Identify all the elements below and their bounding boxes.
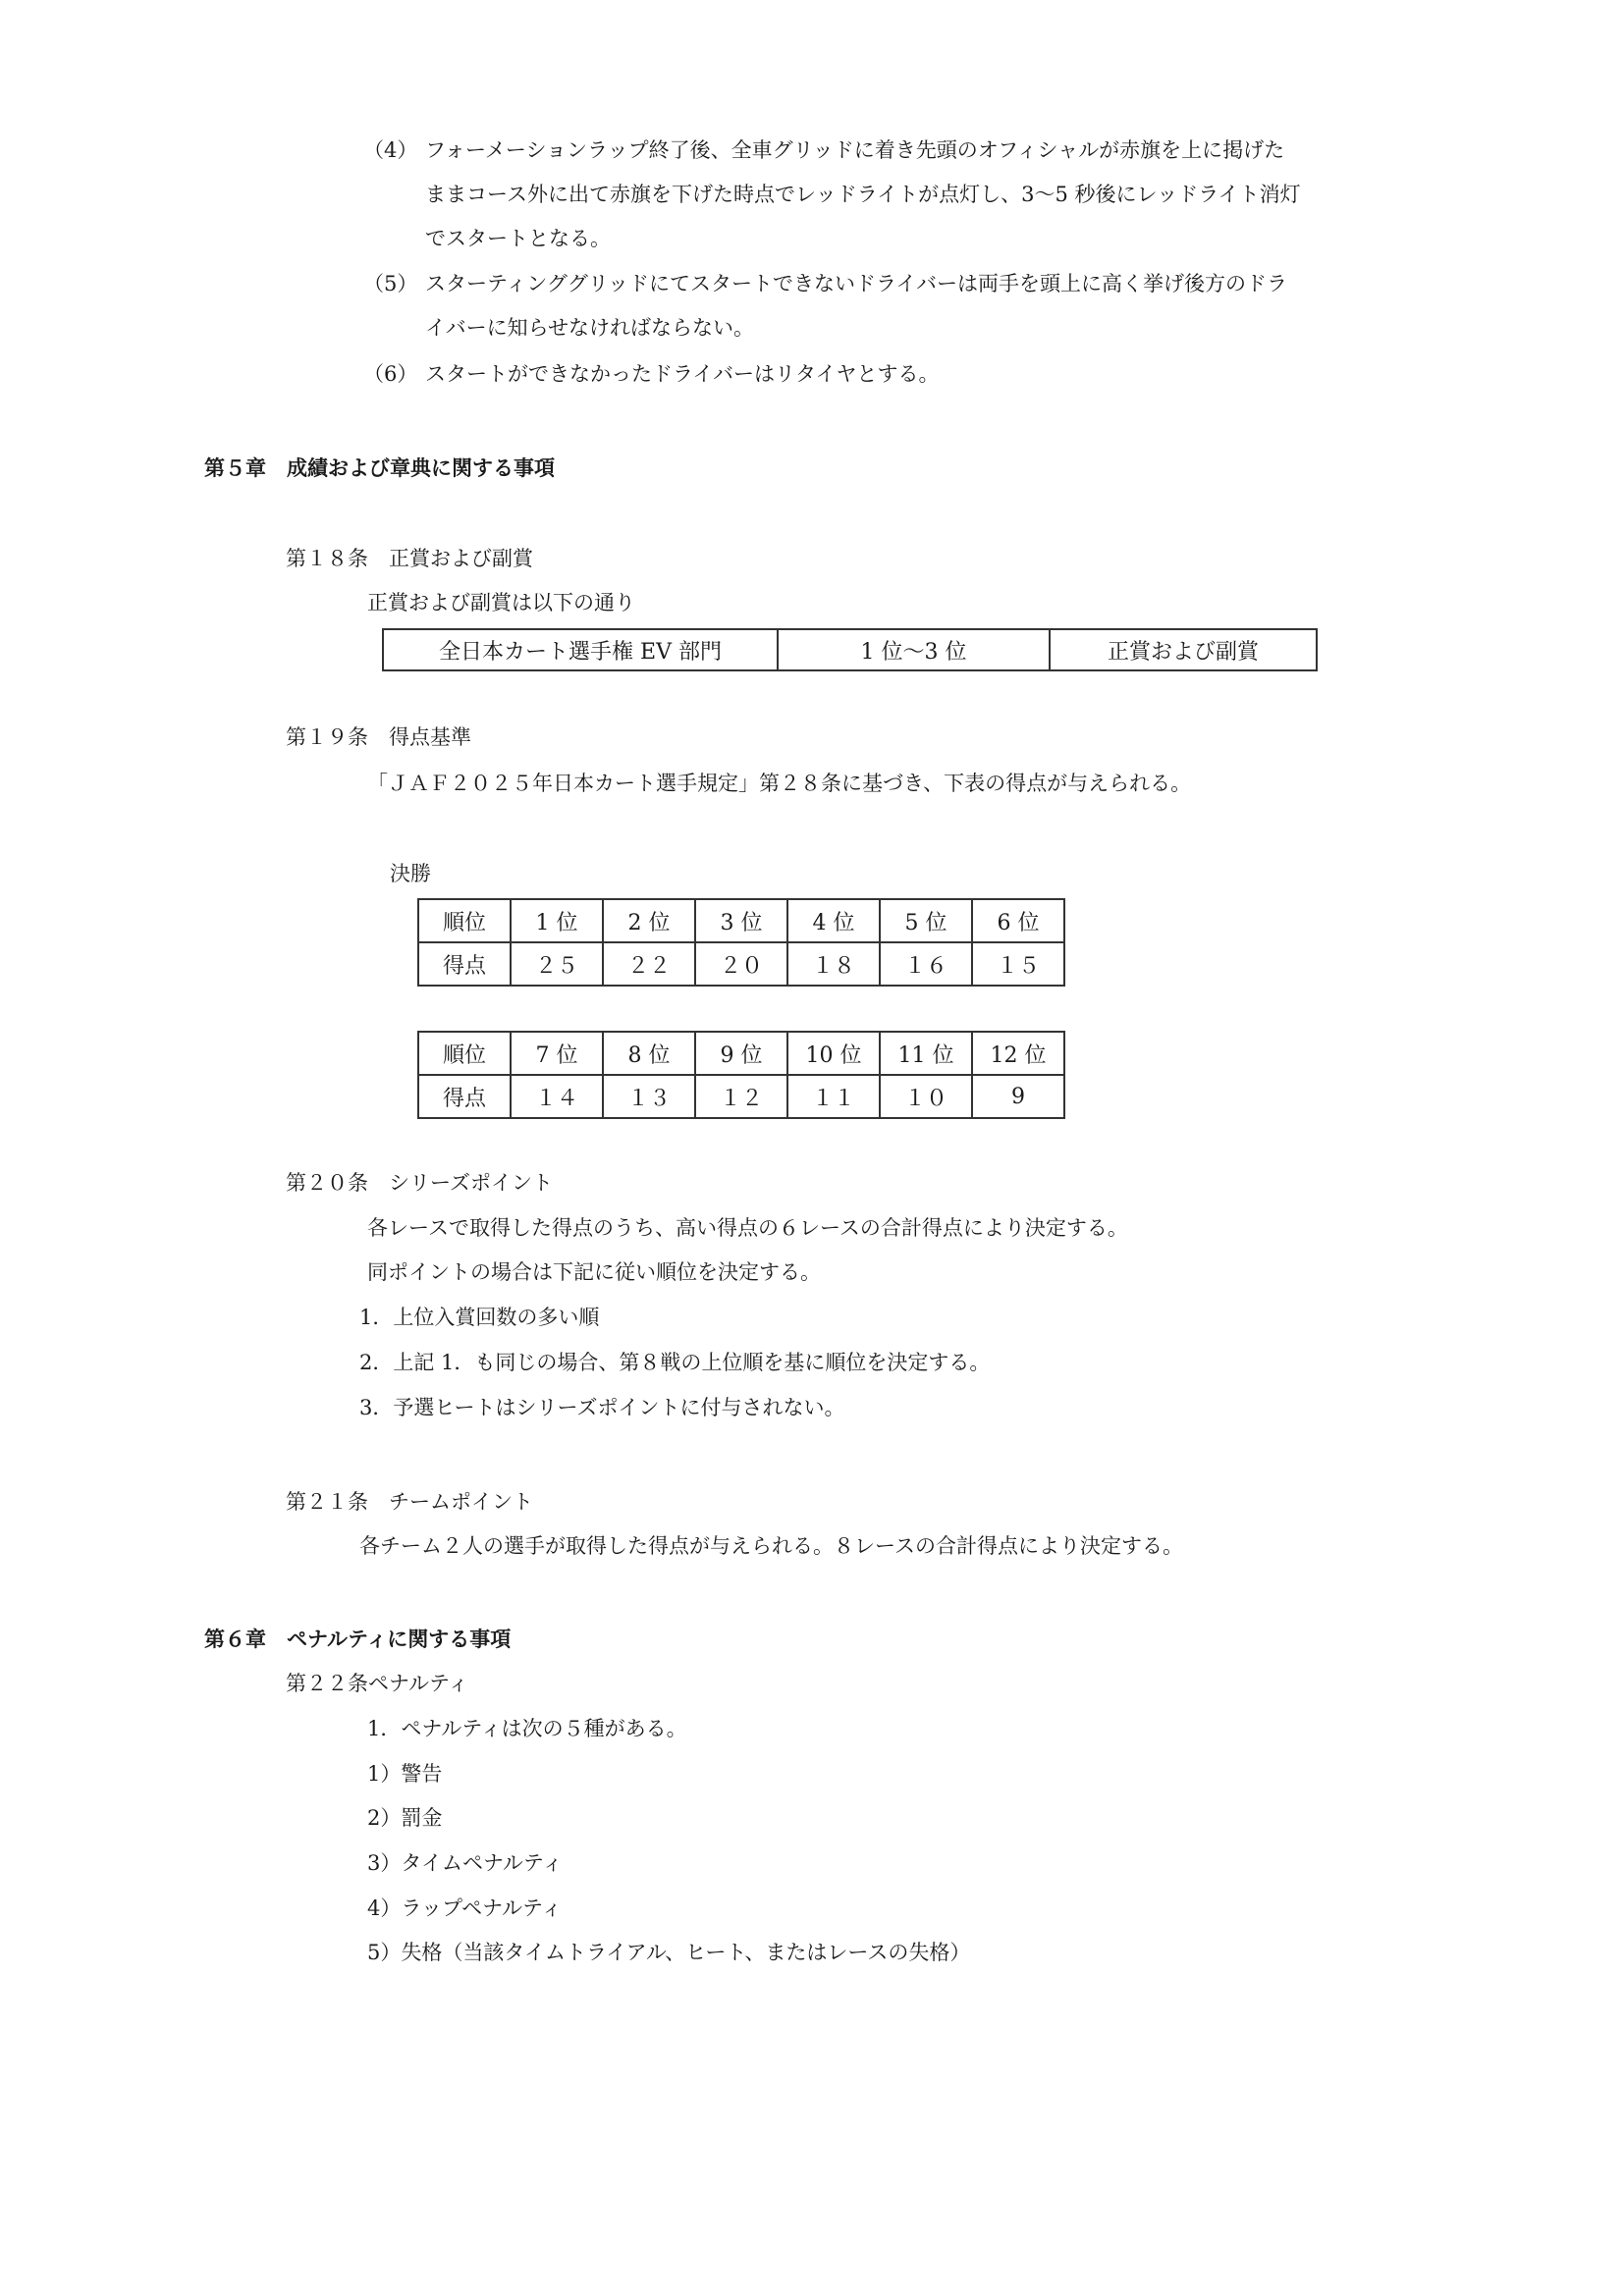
table-cell: １６ (880, 942, 972, 986)
table-cell: 4 位 (787, 899, 880, 942)
article-19-text: 「ＪＡＦ２０２５年日本カート選手規定」第２８条に基づき、下表の得点が与えられる。 (367, 772, 1192, 795)
table-row (418, 1032, 1064, 1075)
item-5-number: （5） (363, 272, 418, 295)
table-cell: 7 位 (511, 1032, 603, 1075)
table-cell: 8 位 (603, 1032, 695, 1075)
table-cell: 順位 (418, 899, 511, 942)
table-row (418, 942, 1064, 986)
table-cell: 9 (972, 1075, 1064, 1118)
table-cell: 11 位 (880, 1032, 972, 1075)
article-20-line-2: 同ポイントの場合は下記に従い順位を決定する。 (367, 1260, 821, 1284)
table-cell: 得点 (418, 942, 511, 986)
points-table-2 (417, 1031, 1065, 1119)
table-cell: １３ (603, 1075, 695, 1118)
article-22-title: 第２２条ペナルティ (286, 1672, 469, 1695)
points-table-1 (417, 898, 1065, 987)
chapter-6-heading: 第６章 ペナルティに関する事項 (204, 1628, 512, 1651)
table-cell: 順位 (418, 1032, 511, 1075)
table-row (418, 1075, 1064, 1118)
table-cell: ２２ (603, 942, 695, 986)
table-cell: 1 位〜3 位 (778, 629, 1050, 670)
item-5-line-1: スターティンググリッドにてスタートできないドライバーは両手を頭上に高く挙げ後方のドラ (425, 272, 1288, 295)
final-label: 決勝 (390, 862, 431, 885)
article-21-line-1: 各チーム２人の選手が取得した得点が与えられる。８レースの合計得点により決定する。 (359, 1534, 1183, 1558)
table-cell: 全日本カート選手権 EV 部門 (383, 629, 778, 670)
table-cell: 6 位 (972, 899, 1064, 942)
article-19-title: 第１９条 得点基準 (286, 725, 471, 749)
table-cell: 5 位 (880, 899, 972, 942)
table-cell: 1 位 (511, 899, 603, 942)
table-cell: ２０ (695, 942, 787, 986)
article-20-line-1: 各レースで取得した得点のうち、高い得点の６レースの合計得点により決定する。 (367, 1216, 1128, 1240)
item-5-line-2: イバーに知らせなければならない。 (425, 316, 754, 340)
article-21-title: 第２１条 チームポイント (286, 1490, 533, 1514)
table-cell: 9 位 (695, 1032, 787, 1075)
table-cell: 得点 (418, 1075, 511, 1118)
item-4-line-2: ままコース外に出て赤旗を下げた時点でレッドライトが点灯し、3〜5 秒後にレッドライト消灯 (425, 183, 1301, 206)
table-cell: 10 位 (787, 1032, 880, 1075)
table-cell: 3 位 (695, 899, 787, 942)
penalty-item: 5）失格（当該タイムトライアル、ヒート、またはレースの失格） (367, 1941, 971, 1964)
article-20-title: 第２０条 シリーズポイント (286, 1171, 553, 1195)
table-row (418, 899, 1064, 942)
table-cell: ２５ (511, 942, 603, 986)
table-cell: 正賞および副賞 (1050, 629, 1317, 670)
table-row (383, 629, 1317, 670)
article-22-line-1: 1．ペナルティは次の５種がある。 (367, 1717, 687, 1740)
table-cell: 12 位 (972, 1032, 1064, 1075)
penalty-item: 2）罰金 (367, 1806, 443, 1830)
penalty-item: 3）タイムペナルティ (367, 1851, 564, 1875)
table-cell: １２ (695, 1075, 787, 1118)
item-4-line-3: でスタートとなる。 (425, 227, 611, 250)
article-18-intro: 正賞および副賞は以下の通り (367, 591, 635, 614)
table-cell: １０ (880, 1075, 972, 1118)
item-6-line-1: スタートができなかったドライバーはリタイヤとする。 (425, 362, 940, 386)
article-18-title: 第１８条 正賞および副賞 (286, 547, 533, 570)
penalty-item: 1）警告 (367, 1762, 443, 1786)
item-6-number: （6） (363, 362, 418, 386)
item-4-number: （4） (363, 138, 418, 162)
table-cell: １５ (972, 942, 1064, 986)
article-20-line-5: 3．予選ヒートはシリーズポイントに付与されない。 (359, 1396, 845, 1419)
chapter-5-heading: 第５章 成績および章典に関する事項 (204, 456, 555, 480)
article-20-line-3: 1．上位入賞回数の多い順 (359, 1306, 600, 1329)
prize-table (382, 628, 1318, 671)
table-cell: 2 位 (603, 899, 695, 942)
table-cell: １８ (787, 942, 880, 986)
article-20-line-4: 2．上記 1．も同じの場合、第８戦の上位順を基に順位を決定する。 (359, 1351, 991, 1374)
table-cell: １４ (511, 1075, 603, 1118)
penalty-item: 4）ラップペナルティ (367, 1896, 563, 1920)
item-4-line-1: フォーメーションラップ終了後、全車グリッドに着き先頭のオフィシャルが赤旗を上に掲げた (425, 138, 1285, 162)
table-cell: １１ (787, 1075, 880, 1118)
